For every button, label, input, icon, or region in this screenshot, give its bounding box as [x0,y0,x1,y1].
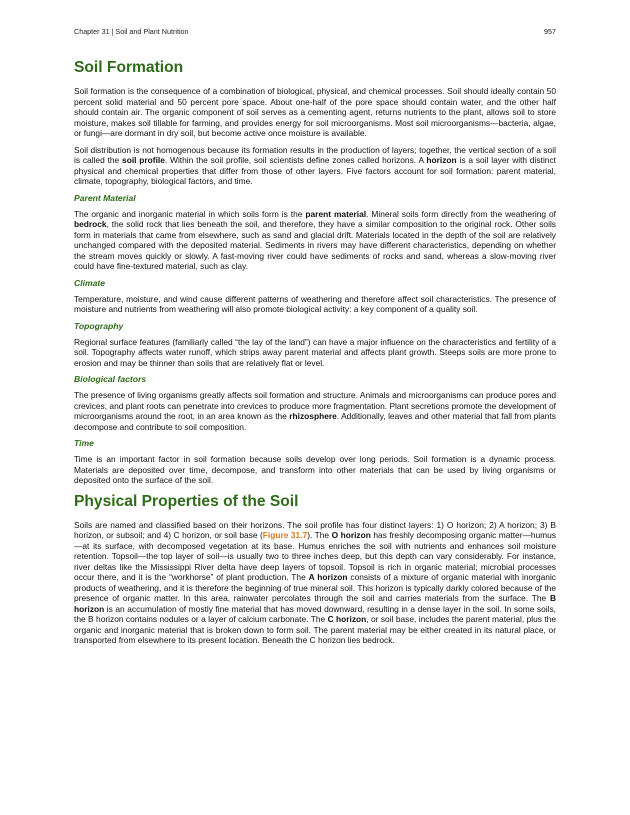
term-parent-material: parent material [305,208,367,219]
running-header [74,27,556,36]
paragraph: Regional surface features (familiarly called “the lay of the land”) can have a major influence on the characteristics and fertility of a soil. Topography affects water runoff, which strips away parent material and affects plant growth. Steeps soils are more prone to erosion and may be thinner than soils that are relatively flat or level. [74,336,556,368]
term-b-horizon: B horizon [74,593,556,614]
subheading-time: Time [74,438,94,448]
subheading-topography: Topography [74,320,124,331]
subheading-parent-material: Parent Material [74,192,136,203]
paragraph: Soils are named and classified based on their horizons. The soil profile has four distinct layers: 1) O horizon; 2) A horizon; 3) B horizon, or subsoil; and 4) C horizon, or soil base (Figure 31.7). The O horizon has freshly decomposing organic matter—humus—at its surface, with decomposed vegetation at its base. Humus enriches the soil with nutrients and enhances soil moisture retention. Topsoil—the top layer of soil—is usually two to three inches deep, but this depth can vary considerably. For instance, river deltas like the Mississippi River delta have deep layers of topsoil. Topsoil is rich in organic material; microbial processes occur there, and it is the “workhorse” of plant production. The A horizon consists of a mixture of organic material with inorganic products of weathering, and it is therefore the beginning of true mineral soil. This horizon is typically darkly colored because of the presence of organic matter. In this area, rainwater percolates through the soil and carries materials from the surface. The B horizon is an accumulation of mostly fine material that has moved downward, resulting in a dense layer in the soil. In some soils, the B horizon contains nodules or a layer of calcium carbonate. The C horizon, or soil base, includes the parent material, plus the organic and inorganic material that is broken down to form soil. The parent material may be either created in its natural place, or transported from elsewhere to its present location. Beneath the C horizon lies bedrock. [74,519,556,645]
paragraph: The presence of living organisms greatly affects soil formation and structure. Animals and microorganisms can produce pores and crevices, and plant roots can penetrate into crevices to produce more fragmentation. Plant secretions promote the development of microorganisms around the root, in an area known as the rhizosphere. Additionally, leaves and other material that fall from plants decompose and contribute to soil composition. [74,390,556,432]
paragraph: Soil formation is the consequence of a combination of biological, physical, and chemical processes. Soil should ideally contain 50 percent solid material and 50 percent pore space. About one-half of the pore space should contain water, and the other half should contain air. The organic component of soil serves as a cementing agent, returns nutrients to the plant, allows soil to store moisture, makes soil tillable for farming, and provides energy for soil microorganisms. Most soil microorganisms—bacteria, algae, or fungi—are dormant in dry soil, but become active once moisture is available. [74,86,556,138]
paragraph: The organic and inorganic material in which soils form is the parent material. Mineral soils form directly from the weathering of bedrock, the solid rock that lies beneath the soil, and therefore, they have a similar composition to the original rock. Other soils form in materials that came from elsewhere, such as sand and glacial drift. Materials located in the depth of the soil are relatively unchanged compared with the deposited material. Sediments in rivers may have different characteristics, depending on whether the stream moves quickly or slowly. A fast-moving river could have sediments of rocks and sand, whereas a slow-moving river could have fine-textured material, such as clay. [74,208,556,271]
term-rhizosphere: rhizosphere [289,411,337,421]
paragraph: Time is an important factor in soil formation because soils develop over long periods. Soil formation is a dynamic process. Materials are deposited over time, decompose, and transform into other materials that can be used by living organisms or deposited onto the surface of the soil. [74,454,556,485]
term-c-horizon: C horizon [327,614,367,624]
figure-link[interactable]: Figure 31.7 [262,530,308,540]
term-horizon: horizon [426,155,457,165]
chapter-label: Chapter 31 | Soil and Plant Nutrition [74,27,189,36]
paragraph: Soil distribution is not homogenous because its formation results in the production of layers; together, the vertical section of a soil is called the soil profile. Within the soil profile, soil scientists define zones called horizons. A horizon is a soil layer with distinct physical and chemical properties that differ from those of other layers. Five factors account for soil formation: parent material, climate, topography, biological factors, and time. [74,144,556,186]
term-a-horizon: A horizon [308,572,348,582]
paragraph: Temperature, moisture, and wind cause different patterns of weathering and therefore affect soil characteristics. The presence of moisture and nutrients from weathering will also promote biological activity: a key component of a quality soil. [74,293,556,314]
term-soil-profile: soil profile [122,155,165,165]
section-heading-physical-properties: Physical Properties of the Soil [74,492,299,510]
subheading-climate: Climate [74,277,106,288]
content [74,58,556,652]
subheading-biological-factors: Biological factors [74,374,147,384]
term-bedrock: bedrock [74,219,107,229]
section-heading-soil-formation: Soil Formation [74,59,184,76]
page-number: 957 [544,27,556,36]
term-o-horizon: O horizon [331,530,371,540]
